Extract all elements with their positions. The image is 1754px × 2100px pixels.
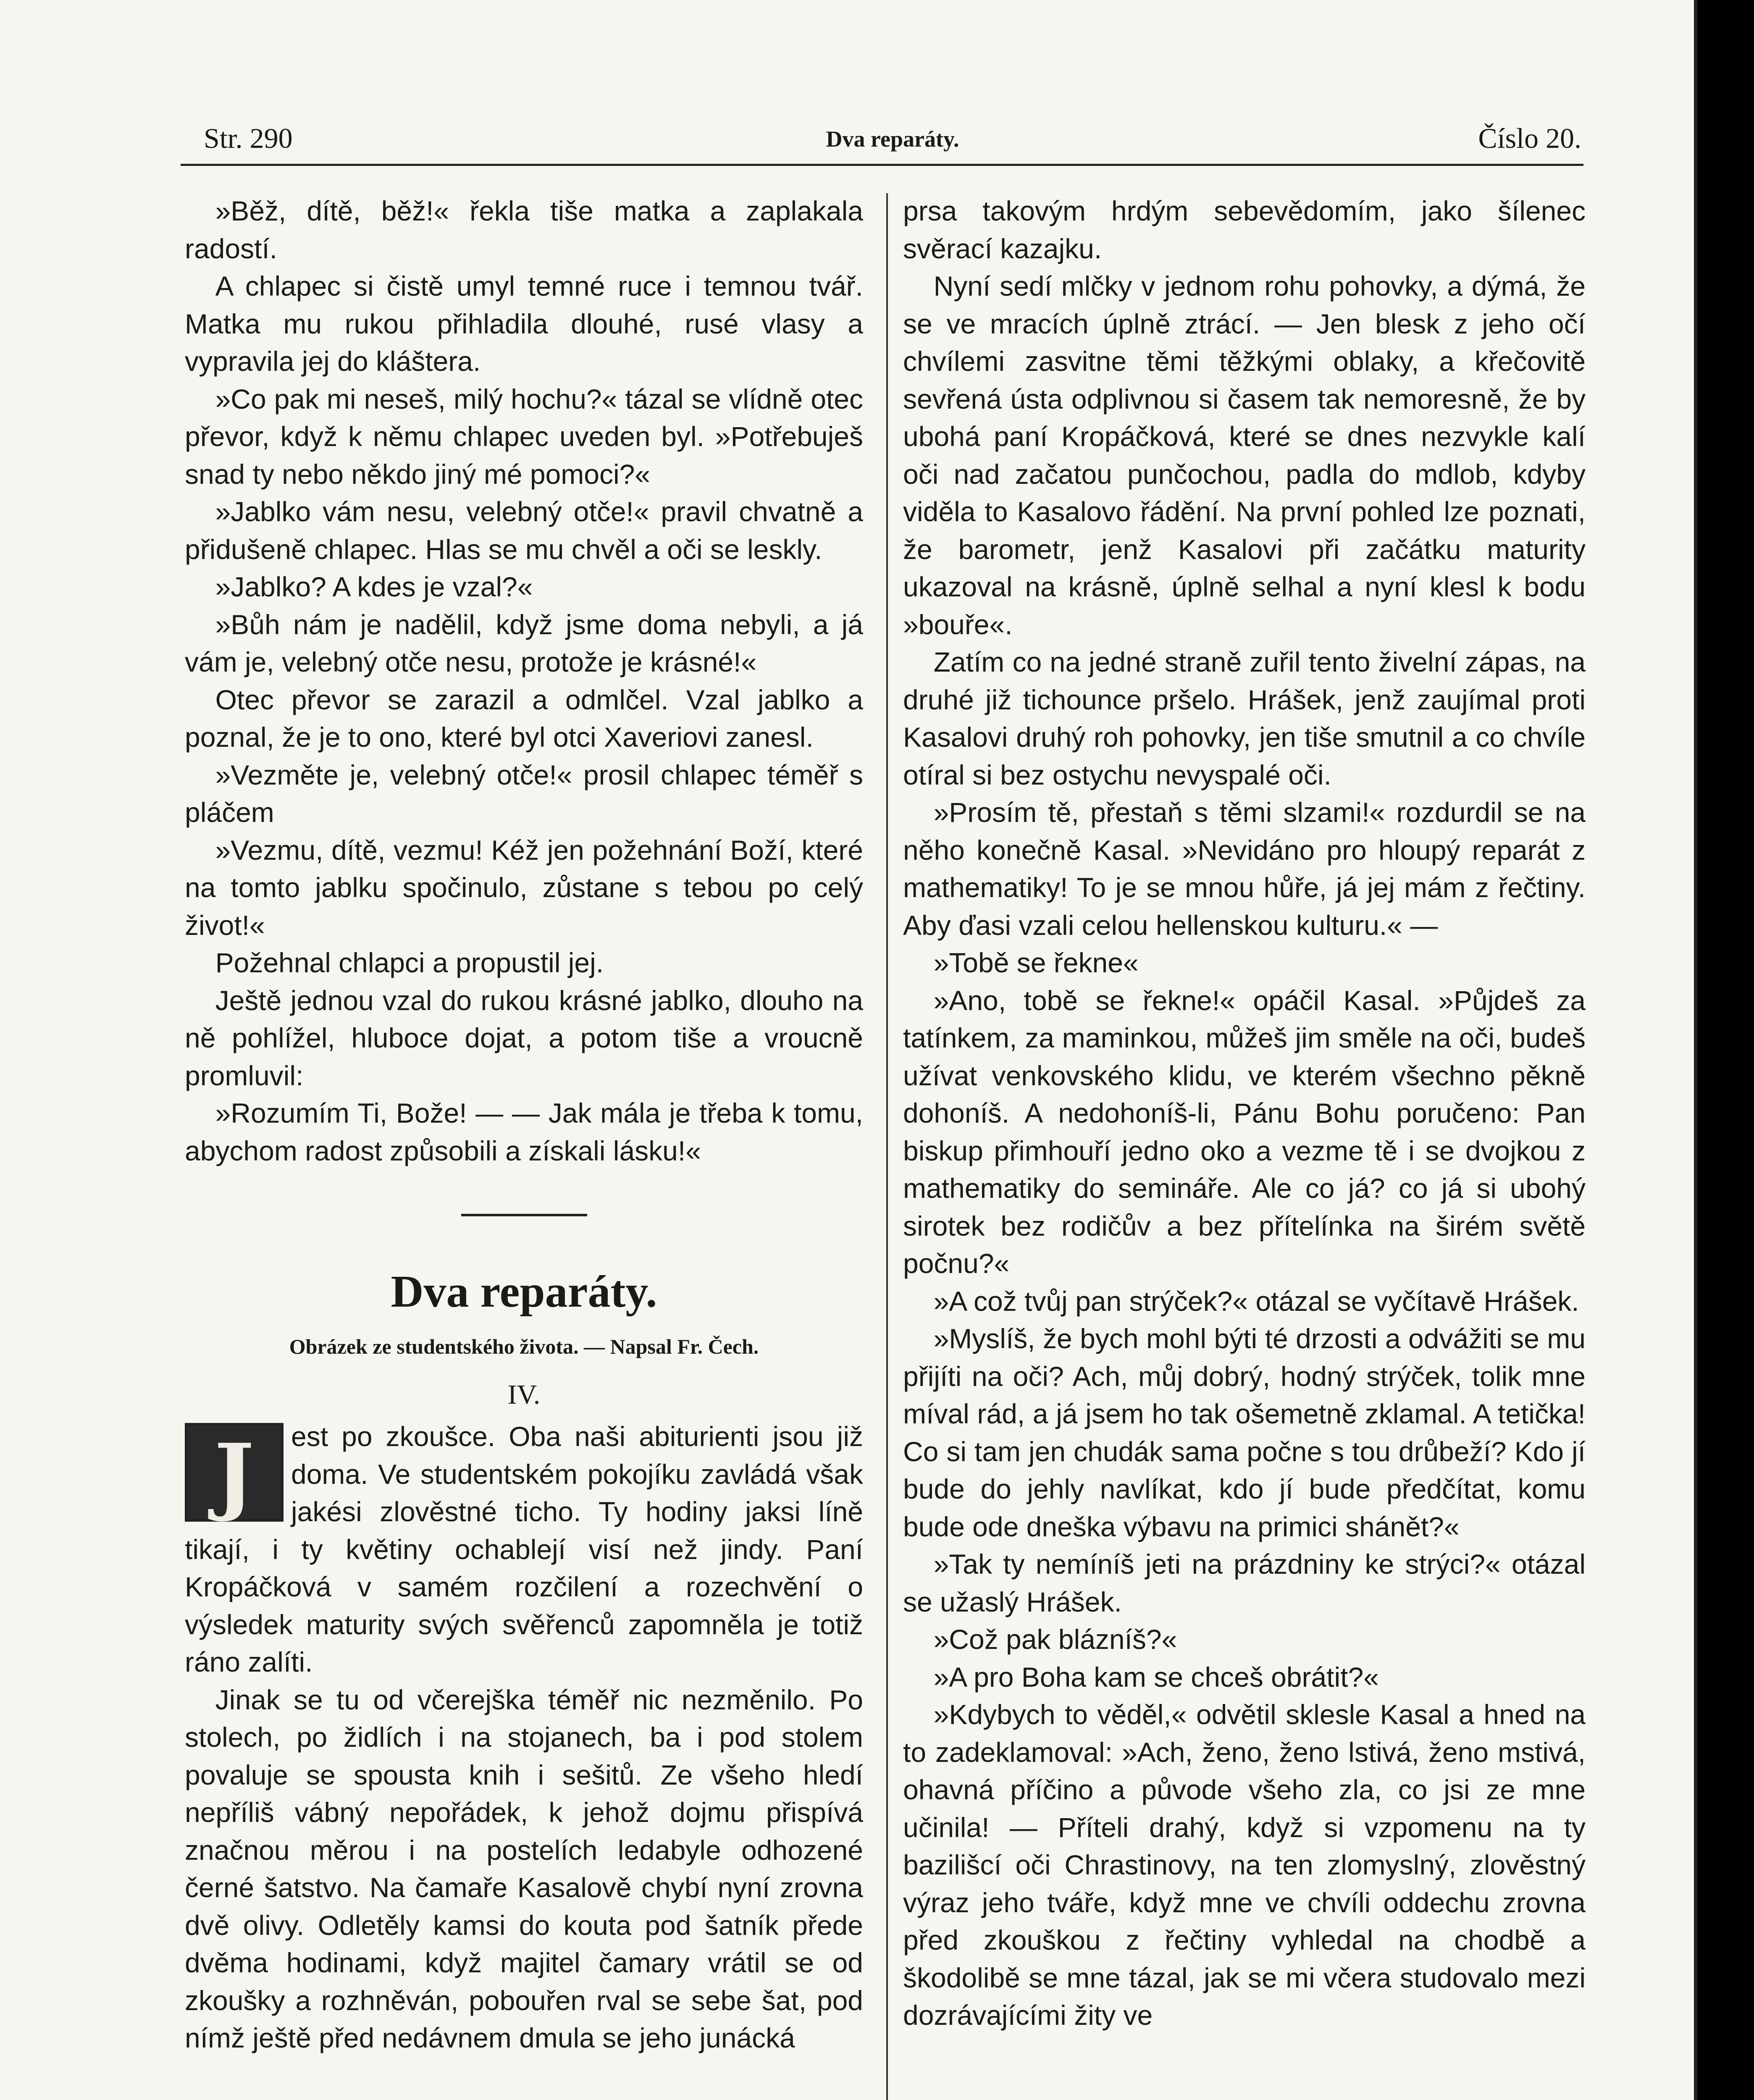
scan-dark-margin — [1697, 0, 1754, 2100]
paragraph: »Myslíš, že bych mohl býti té drzosti a odvážiti se mu přijíti na oči? Ach, můj dobrý, hodný strýček, tolik mne míval rád, a já jsem ho tak ošemetně zklamal. A tetička! Co si tam jen chudák sama počne s tou drůbeží? Kdo jí bude do jehly navlíkat, kdo jí bude předčítat, komu bude ode dneška výbavu na primici shánět?« — [903, 1323, 1586, 1542]
paragraph: »Prosím tě, přestaň s těmi slzami!« rozdurdil se na něho konečně Kasal. »Nevidáno pro hloupý reparát z mathematiky! To je se mnou hůře, já jej mám z řečtiny. Aby ďasi vzali celou hellenskou kulturu.« — — [903, 797, 1586, 941]
paragraph: »A pro Boha kam se chceš obrátit?« — [933, 1661, 1379, 1693]
story-byline: Obrázek ze studentského života. — Napsal Fr. Čech. — [289, 1335, 759, 1358]
paragraph: »Vezměte je, velebný otče!« prosil chlapec téměř s pláčem — [185, 759, 863, 828]
paragraph: »A což tvůj pan strýček?« otázal se vyčítavě Hrášek. — [933, 1285, 1579, 1317]
column-divider — [886, 193, 888, 2100]
running-title: Dva reparáty. — [826, 126, 959, 152]
chapter-number: IV. — [507, 1379, 541, 1410]
paragraph: »Kdybych to věděl,« odvětil sklesle Kasal a hned na to zadeklamoval: »Ach, ženo, ženo lstivá, ženo mstivá, ohavná příčino a původe všeho zla, co jsi ze mne učinila! — Příteli drahý, když si vzpomenu na ty bazilišcí oči Chrastinovy, na ten zlomyslný, zlověstný výraz jeho tváře, když mne ve chvíli oddechu zrovna před zkouškou z řečtiny vyhledal na chodbě a škodolibě se mne tázal, jak se mi včera studovalo mezi dozrávajícími žity ve — [903, 1699, 1586, 2031]
paragraph: »Rozumím Ti, Bože! — — Jak mála je třeba k tomu, abychom radost způsobili a získali lásku!« — [185, 1097, 863, 1166]
left-column — [185, 192, 863, 2057]
paragraph: Požehnal chlapci a propustil jej. — [215, 947, 604, 978]
paragraph: »Což pak blázníš?« — [933, 1624, 1177, 1655]
paragraph: Jinak se tu od včerejška téměř nic nezměnilo. Po stolech, po židlích i na stojanech, ba i pod stolem povaluje se spousta knih i sešitů. Ze všeho hledí nepříliš vábný nepořádek, k jehož dojmu přispívá značnou měrou i na postelích ledabyle odhozené černé šatstvo. Na čamaře Kasalově chybí nyní zrovna dvě olivy. Odletěly kamsi do kouta pod šatník přede dvěma hodinami, když majitel čamary vrátil se od zkoušky a rozhněván, pobouřen rval se sebe šat, pod nímž ještě před nedávnem dmula se jeho junácká — [185, 1684, 863, 2053]
scan-edge-line — [1694, 0, 1697, 2100]
paragraph: »Běž, dítě, běž!« řekla tiše matka a zaplakala radostí. — [185, 195, 863, 264]
header-rule — [181, 164, 1583, 166]
dropcap-initial: J — [185, 1423, 284, 1522]
paragraph: »Tobě se řekne« — [933, 947, 1139, 978]
page-number: Str. 290 — [204, 122, 293, 154]
story-title: Dva reparáty. — [391, 1267, 657, 1317]
opening-paragraph-text: est po zkoušce. Oba naši abiturienti jsou již doma. Ve studentském pokojíku zavládá však jakési zlověstné ticho. Ty hodiny jaksi líně tikají, i ty květiny ochablejí visí než jindy. Paní Kropáčková v samém rozčilení a rozechvění o výsledek maturity svých svěřenců zapomněla je totiž ráno zalíti. — [185, 1421, 863, 1677]
paragraph: Ještě jednou vzal do rukou krásné jablko, dlouho na ně pohlížel, hluboce dojat, a potom tiše a vroucně promluvil: — [185, 984, 863, 1091]
paragraph: »Ano, tobě se řekne!« opáčil Kasal. »Půjdeš za tatínkem, za maminkou, můžeš jim směle na oči, budeš užívat venkovského klidu, ve kterém všechno pěkně dohoníš. A nedohoníš-li, Pánu Bohu poručeno: Pan biskup přimhouří jedno oko a vezme tě i se dvojkou z mathematiky do semináře. Ale co já? co já si ubohý sirotek bez rodičův a bez přítelínka na širém světě počnu?« — [903, 984, 1586, 1279]
paragraph: »Jablko? A kdes je vzal?« — [215, 571, 533, 602]
paragraph: »Vezmu, dítě, vezmu! Kéž jen požehnání Boží, které na tomto jablku spočinulo, zůstane s tebou po celý život!« — [185, 834, 863, 941]
issue-number: Číslo 20. — [1478, 122, 1581, 154]
paragraph: A chlapec si čistě umyl temné ruce i temnou tvář. Matka mu rukou přihladila dlouhé, rusé vlasy a vypravila jej do kláštera. — [185, 270, 863, 377]
paragraph: »Jablko vám nesu, velebný otče!« pravil chvatně a přidušeně chlapec. Hlas se mu chvěl a oči se leskly. — [185, 496, 863, 565]
paragraph: Zatím co na jedné straně zuřil tento živelní zápas, na druhé již tichounce pršelo. Hrášek, jenž zaujímal proti Kasalovi druhý roh pohovky, jen tiše smutnil a co chvíle otíral si bez ostychu nevyspalé oči. — [903, 646, 1586, 790]
opening-paragraph — [185, 1418, 863, 1681]
paragraph: Nyní sedí mlčky v jednom rohu pohovky, a dýmá, že se ve mracích úplně ztrácí. — Jen blesk z jeho očí chvílemi zasvitne těmi těžkými oblaky, a křečovitě sevřená ústa odplivnou si časem tak nemoresně, že by ubohá paní Kropáčková, které se dnes nezvykle kalí oči nad začatou punčochou, padla do mdlob, kdyby viděla to Kasalovo řádění. Na první pohled lze poznati, že barometr, jenž Kasalovi při začátku maturity ukazoval na krásně, úplně selhal a nyní klesl k bodu »bouře«. — [903, 270, 1586, 640]
continued-paragraph: prsa takovým hrdým sebevědomím, jako šílenec svěrací kazajku. — [903, 195, 1586, 264]
paragraph: »Co pak mi neseš, milý hochu?« tázal se vlídně otec převor, když k němu chlapec uveden byl. »Potřebuješ snad ty nebo někdo jiný mé pomoci?« — [185, 383, 863, 490]
right-column — [903, 192, 1586, 2034]
story-separator — [461, 1214, 587, 1216]
page-header — [204, 122, 1581, 160]
paragraph: »Tak ty nemíníš jeti na prázdniny ke strýci?« otázal se užaslý Hrášek. — [903, 1549, 1586, 1617]
paragraph: »Bůh nám je nadělil, když jsme doma nebyli, a já vám je, velebný otče nesu, protože je krásné!« — [185, 609, 863, 677]
paragraph: Otec převor se zarazil a odmlčel. Vzal jablko a poznal, že je to ono, které byl otci Xaveriovi zanesl. — [185, 684, 863, 753]
